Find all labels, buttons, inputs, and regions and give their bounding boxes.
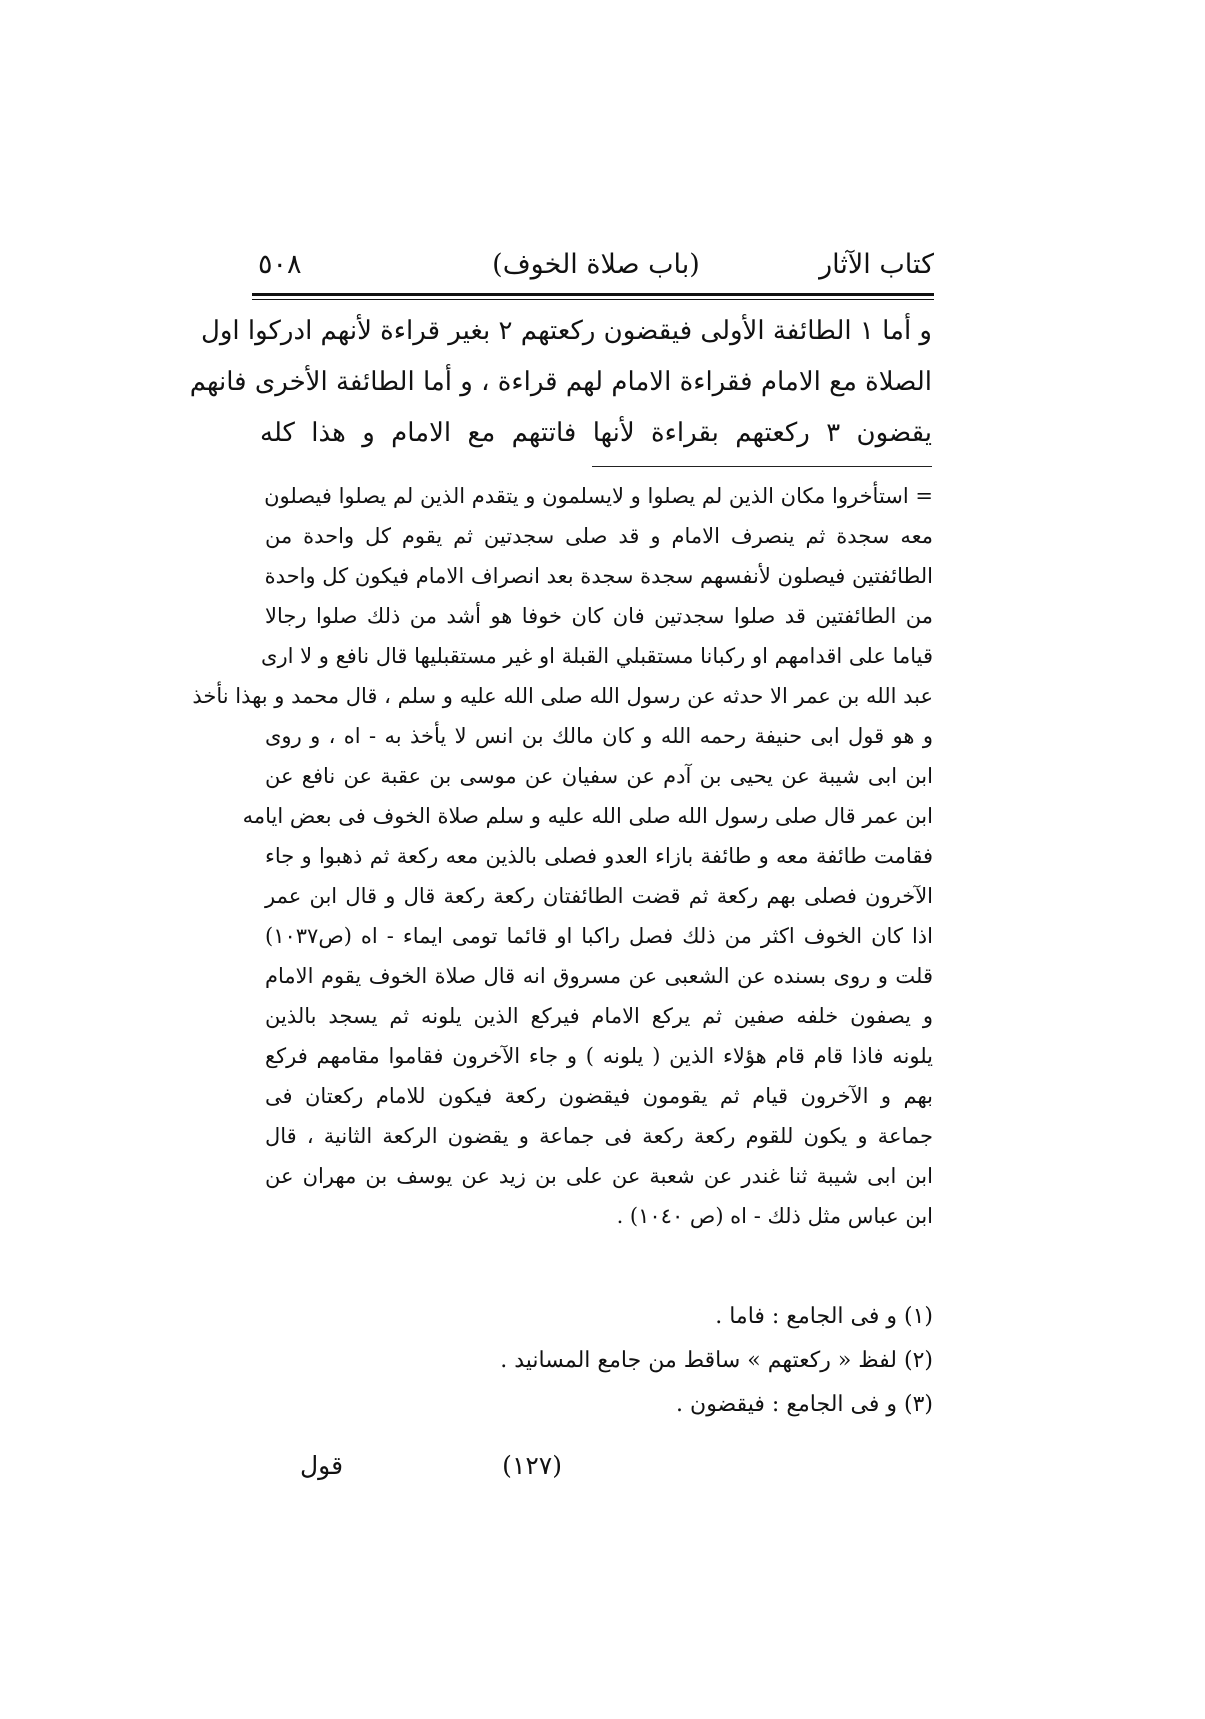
footnote: (١) و فى الجامع : فاما . bbox=[715, 1304, 933, 1329]
signature-number: (١٢٧) bbox=[502, 1451, 562, 1480]
note-line: بهم و الآخرون قيام ثم يقومون فيقضون ركعة فيكون للامام ركعتان فى bbox=[265, 1084, 933, 1108]
note-line: ابن عباس مثل ذلك - اه (ص ١٠٤٠) . bbox=[616, 1204, 933, 1228]
note-line: من الطائفتين قد صلوا سجدتين فان كان خوفا هو أشد من ذلك صلوا رجالا bbox=[265, 604, 933, 628]
note-line: و هو قول ابى حنيفة رحمه الله و كان مالك بن انس لا يأخذ به - اه ، و روى bbox=[265, 724, 933, 748]
note-line: قلت و روى بسنده عن الشعبى عن مسروق انه قال صلاة الخوف يقوم الامام bbox=[265, 964, 933, 988]
note-line: جماعة و يكون للقوم ركعة ركعة فى جماعة و يقضون الركعة الثانية ، قال bbox=[265, 1124, 933, 1148]
main-text-line: الصلاة مع الامام فقراءة الامام لهم قراءة ، و أما الطائفة الأخرى فانهم bbox=[189, 367, 932, 397]
page-number: ٥٠٨ bbox=[258, 249, 302, 280]
note-line: معه سجدة ثم ينصرف الامام و قد صلى سجدتين ثم يقوم كل واحدة من bbox=[265, 524, 933, 548]
note-text-block bbox=[192, 476, 933, 1236]
header-rule-thin bbox=[252, 299, 934, 300]
note-line: ابن ابى شيبة عن يحيى بن آدم عن سفيان عن موسى بن عقبة عن نافع عن bbox=[265, 764, 933, 788]
book-title: كتاب الآثار bbox=[819, 249, 934, 280]
note-line: ابن ابى شيبة ثنا غندر عن شعبة عن على بن زيد عن يوسف بن مهران عن bbox=[265, 1164, 933, 1188]
chapter-title: (باب صلاة الخوف) bbox=[492, 249, 700, 280]
note-line: عبد الله بن عمر الا حدثه عن رسول الله صلى الله عليه و سلم ، قال محمد و بهذا نأخذ bbox=[192, 684, 933, 708]
note-line: يلونه فاذا قام قام هؤلاء الذين ( يلونه ) و جاء الآخرون فقاموا مقامهم فركع bbox=[265, 1044, 933, 1068]
main-text-line: و أما ١ الطائفة الأولى فيقضون ركعتهم ٢ بغير قراءة لأنهم ادركوا اول bbox=[200, 316, 932, 346]
page-footer bbox=[300, 1446, 562, 1486]
note-line: و يصفون خلفه صفين ثم يركع الامام فيركع الذين يلونه ثم يسجد بالذين bbox=[265, 1004, 933, 1028]
note-separator-rule bbox=[592, 466, 932, 467]
note-line: الآخرون فصلى بهم ركعة ثم قضت الطائفتان ركعة ركعة قال و قال ابن عمر bbox=[265, 884, 933, 908]
note-line: فقامت طائفة معه و طائفة بازاء العدو فصلى بالذين معه ركعة ثم ذهبوا و جاء bbox=[265, 844, 933, 868]
catchword: قول bbox=[300, 1451, 344, 1480]
footnote: (٢) لفظ « ركعتهم » ساقط من جامع المسانيد . bbox=[500, 1348, 933, 1373]
footnote: (٣) و فى الجامع : فيقضون . bbox=[676, 1392, 933, 1417]
note-line: قياما على اقدامهم او ركبانا مستقبلي القبلة او غير مستقبليها قال نافع و لا ارى bbox=[261, 644, 933, 668]
note-line: الطائفتين فيصلون لأنفسهم سجدة سجدة بعد انصراف الامام فيكون كل واحدة bbox=[264, 564, 933, 588]
footnotes bbox=[265, 1295, 933, 1427]
main-text-line: يقضون ٣ ركعتهم بقراءة لأنها فاتتهم مع الامام و هذا كله bbox=[260, 418, 932, 448]
page-header bbox=[258, 244, 934, 286]
note-line: = استأخروا مكان الذين لم يصلوا و لايسلمون و يتقدم الذين لم يصلوا فيصلون bbox=[264, 484, 933, 508]
note-line: اذا كان الخوف اكثر من ذلك فصل راكبا او قائما تومى ايماء - اه (ص١٠٣٧) bbox=[265, 924, 933, 948]
header-rule bbox=[252, 293, 934, 296]
note-line: ابن عمر قال صلى رسول الله صلى الله عليه و سلم صلاة الخوف فى بعض ايامه bbox=[242, 804, 933, 828]
main-text-block bbox=[189, 306, 932, 459]
